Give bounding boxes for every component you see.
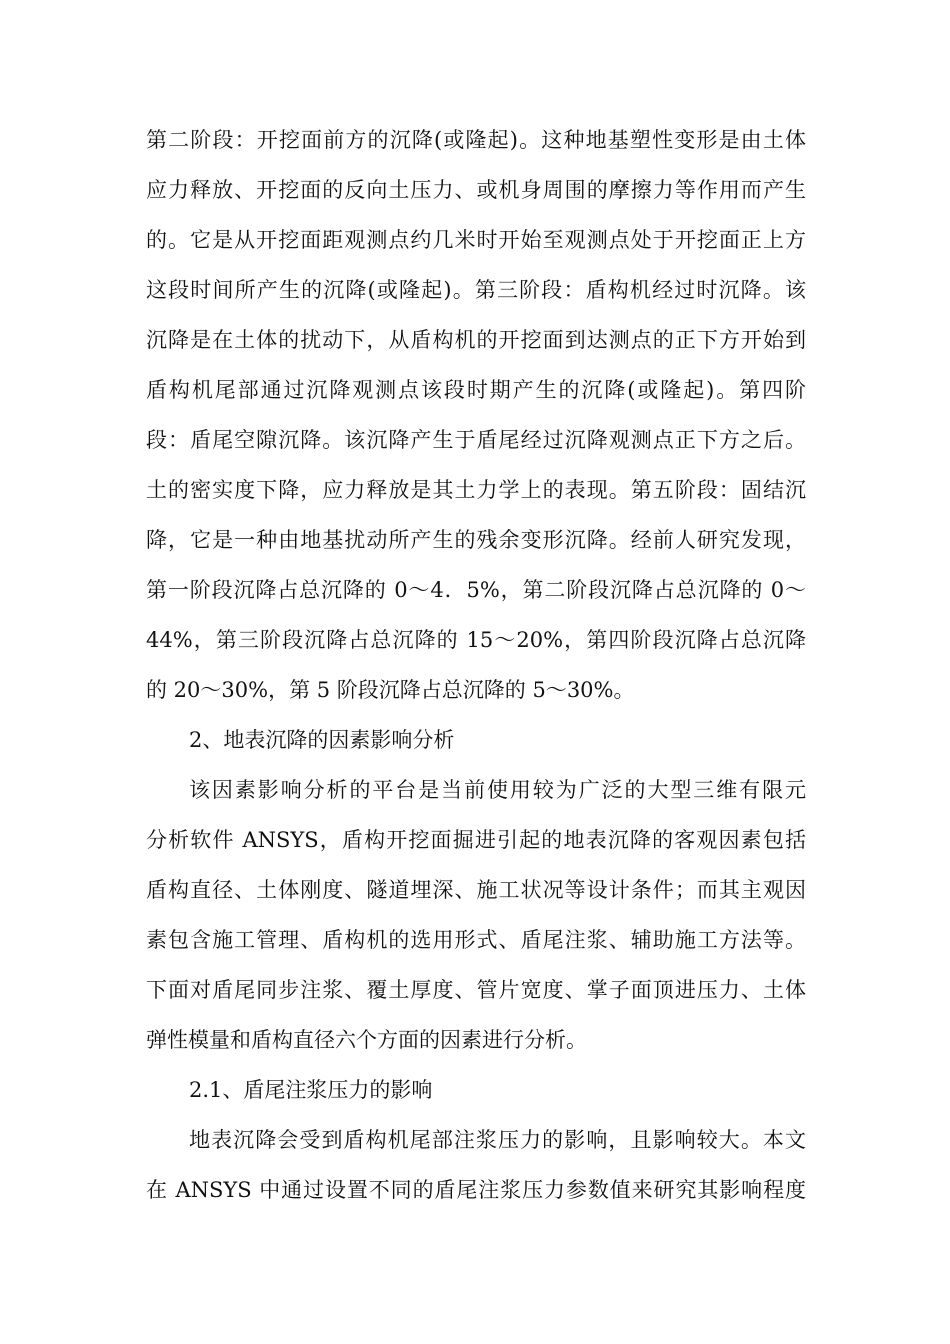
text-line: 的。它是从开挖面距观测点约几米时开始至观测点处于开挖面正上方	[146, 228, 806, 252]
text-line: 盾构机尾部通过沉降观测点该段时期产生的沉降(或隆起)。第四阶	[146, 378, 806, 402]
text-line: 盾构直径、土体刚度、隧道埋深、施工状况等设计条件；而其主观因	[146, 878, 806, 902]
text-line: 下面对盾尾同步注浆、覆土厚度、管片宽度、掌子面顶进压力、土体	[146, 978, 806, 1002]
text-line: 应力释放、开挖面的反向土压力、或机身周围的摩擦力等作用而产生	[146, 178, 806, 202]
text-line: 地表沉降会受到盾构机尾部注浆压力的影响，且影响较大。本文	[189, 1128, 806, 1152]
text-line: 土的密实度下降，应力释放是其土力学上的表现。第五阶段：固结沉	[146, 478, 806, 502]
text-line: 段：盾尾空隙沉降。该沉降产生于盾尾经过沉降观测点正下方之后。	[146, 428, 806, 452]
paragraph-factor-analysis	[146, 765, 806, 1065]
text-line: 沉降是在土体的扰动下，从盾构机的开挖面到达测点的正下方开始到	[146, 328, 806, 352]
text-line: 这段时间所产生的沉降(或隆起)。第三阶段：盾构机经过时沉降。该	[146, 278, 806, 302]
text-line: 素包含施工管理、盾构机的选用形式、盾尾注浆、辅助施工方法等。	[146, 928, 806, 952]
section-heading-2-1: 2.1、盾尾注浆压力的影响	[189, 1078, 433, 1102]
text-line: 降，它是一种由地基扰动所产生的残余变形沉降。经前人研究发现，	[146, 528, 806, 552]
paragraph-stage-description	[146, 115, 806, 715]
text-line: 44%，第三阶段沉降占总沉降的 15～20%，第四阶段沉降占总沉降	[146, 628, 806, 652]
text-line: 弹性模量和盾构直径六个方面的因素进行分析。	[146, 1028, 587, 1052]
paragraph-grouting-pressure	[146, 1115, 806, 1215]
text-line: 的 20～30%，第 5 阶段沉降占总沉降的 5～30%。	[146, 678, 635, 702]
document-body	[146, 115, 806, 1215]
text-line: 分析软件 ANSYS，盾构开挖面掘进引起的地表沉降的客观因素包括	[146, 828, 806, 852]
text-line: 该因素影响分析的平台是当前使用较为广泛的大型三维有限元	[189, 778, 806, 802]
text-line: 第一阶段沉降占总沉降的 0～4．5%，第二阶段沉降占总沉降的 0～	[146, 578, 806, 602]
text-line: 第二阶段：开挖面前方的沉降(或隆起)。这种地基塑性变形是由土体	[146, 128, 806, 152]
text-line: 在 ANSYS 中通过设置不同的盾尾注浆压力参数值来研究其影响程度	[146, 1178, 806, 1202]
section-heading-2: 2、地表沉降的因素影响分析	[189, 728, 455, 752]
